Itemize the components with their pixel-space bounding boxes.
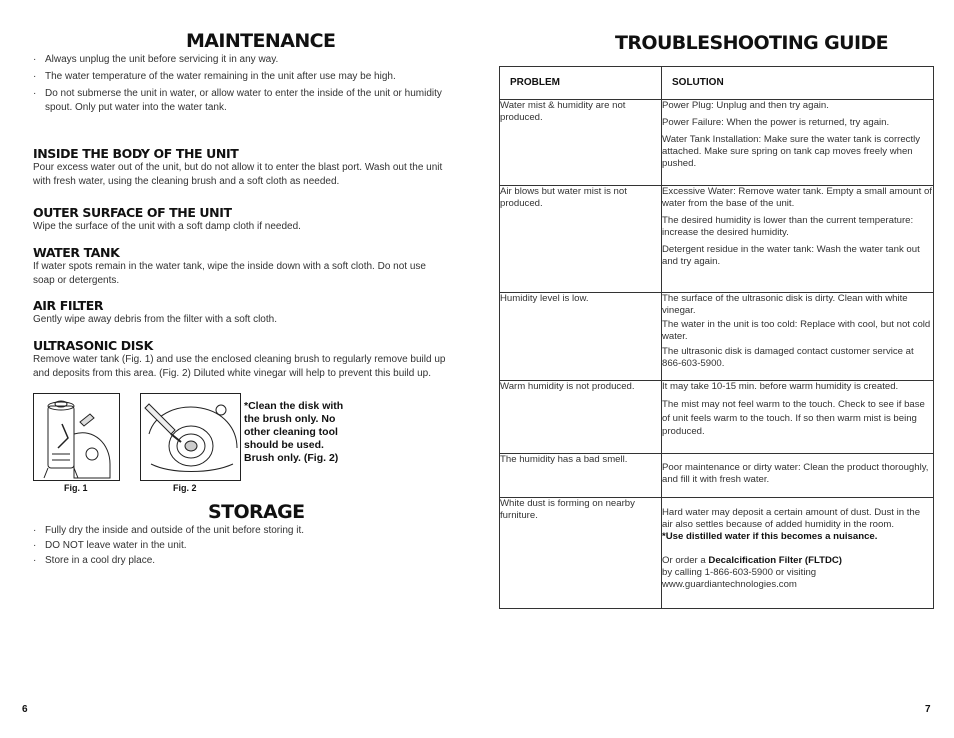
storage-title: STORAGE: [208, 501, 305, 523]
fig1-image: [33, 393, 120, 481]
solution-line: The mist may not feel warm to the touch. Check to see if base of unit feels warm to the touch. If so then warm mist is being produced.: [662, 399, 925, 437]
section-text: Pour excess water out of the unit, but do not allow it to enter the blast port. Wash out the unit with fresh water, using the cleaning brush and a soft cloth as needed.: [33, 162, 443, 187]
solution-emphasis: *Use distilled water if this becomes a nuisance.: [662, 531, 878, 542]
section-text: Remove water tank (Fig. 1) and use the enclosed cleaning brush to regularly remove build up and deposits from this area. (Fig. 2) Diluted white vinegar will help to prevent this build up.: [33, 354, 446, 379]
fig2-caption: Fig. 2: [173, 483, 197, 493]
ultrasonic-disk-brush-illustration: [141, 394, 240, 480]
table-header-row: [500, 67, 934, 100]
order-prefix: Or order a: [662, 555, 709, 566]
section-water-tank: [33, 245, 433, 288]
problem-cell: Humidity level is low.: [500, 293, 662, 381]
solution-line: The water in the unit is too cold: Replace with cool, but not cold water.: [662, 319, 931, 342]
table-row: [500, 454, 934, 498]
troubleshooting-title: TROUBLESHOOTING GUIDE: [615, 32, 889, 54]
problem-cell: The humidity has a bad smell.: [500, 454, 662, 498]
solution-cell: [662, 381, 934, 454]
list-item: · DO NOT leave water in the unit.: [33, 539, 453, 553]
filter-product-name: Decalcification Filter (FLTDC): [708, 555, 843, 566]
section-outer-surface: [33, 205, 457, 234]
table-row: [500, 100, 934, 186]
section-title: OUTER SURFACE OF THE UNIT: [33, 205, 232, 220]
order-line: [662, 555, 929, 567]
section-text: Wipe the surface of the unit with a soft damp cloth if needed.: [33, 221, 301, 232]
problem-cell: White dust is forming on nearby furniture.: [500, 498, 662, 609]
troubleshooting-table: [499, 66, 934, 609]
section-ultrasonic-disk: [33, 338, 457, 381]
storage-bullets: [33, 524, 453, 568]
section-title: ULTRASONIC DISK: [33, 338, 153, 353]
solution-line: Excessive Water: Remove water tank. Empty a small amount of water from the base of the unit.: [662, 186, 932, 209]
humidifier-tank-removal-illustration: [34, 394, 119, 480]
section-title: AIR FILTER: [33, 298, 104, 313]
order-phone-line: by calling 1-866-603-5900 or visiting: [662, 567, 817, 578]
solution-cell: [662, 454, 934, 498]
fig-note: *Clean the disk with the brush only. No other cleaning tool should be used. Brush only. (Fig. 2): [244, 400, 344, 464]
maintenance-bullets: [33, 53, 453, 115]
section-title: WATER TANK: [33, 245, 120, 260]
section-text: Gently wipe away debris from the filter with a soft cloth.: [33, 314, 277, 325]
problem-cell: Water mist & humidity are not produced.: [500, 100, 662, 186]
list-item: · The water temperature of the water remaining in the unit after use may be high.: [33, 70, 453, 84]
solution-line: Power Failure: When the power is returned, try again.: [662, 117, 890, 128]
list-item: · Fully dry the inside and outside of the unit before storing it.: [33, 524, 453, 538]
section-air-filter: [33, 298, 457, 327]
solution-line: The ultrasonic disk is damaged contact customer service at 866-603-5900.: [662, 346, 914, 369]
page-number-left: 6: [22, 704, 28, 715]
solution-cell: [662, 293, 934, 381]
list-item: · Store in a cool dry place.: [33, 554, 453, 568]
solution-line: Water Tank Installation: Make sure the water tank is correctly attached. Make sure spring on tank cap moves freely when pushed.: [662, 134, 921, 169]
solution-line: The surface of the ultrasonic disk is dirty. Clean with white vinegar.: [662, 293, 908, 316]
section-title: INSIDE THE BODY OF THE UNIT: [33, 146, 239, 161]
solution-line: It may take 10-15 min. before warm humidity is created.: [662, 381, 899, 392]
section-inside-body: [33, 146, 457, 189]
solution-cell: [662, 498, 934, 609]
order-website: www.guardiantechnologies.com: [662, 579, 797, 590]
table-row: [500, 293, 934, 381]
table-row: [500, 498, 934, 609]
solution-line: Hard water may deposit a certain amount of dust. Dust in the air also settles because of added humidity in the room.: [662, 507, 921, 530]
section-text: If water spots remain in the water tank, wipe the inside down with a soft cloth. Do not use soap or detergents.: [33, 261, 426, 286]
solution-line: The desired humidity is lower than the current temperature: increase the desired humidity.: [662, 215, 914, 238]
solution-line: Detergent residue in the water tank: Wash the water tank out and try again.: [662, 244, 920, 267]
column-header-solution: SOLUTION: [662, 67, 934, 100]
list-item: · Do not submerse the unit in water, or allow water to enter the inside of the unit or humidity spout. Only put water into the water tank.: [33, 87, 453, 115]
problem-cell: Air blows but water mist is not produced.: [500, 186, 662, 293]
problem-cell: Warm humidity is not produced.: [500, 381, 662, 454]
table-row: [500, 381, 934, 454]
solution-cell: [662, 100, 934, 186]
list-item: · Always unplug the unit before servicing it in any way.: [33, 53, 453, 67]
table-row: [500, 186, 934, 293]
solution-line: Poor maintenance or dirty water: Clean the product thoroughly, and fill it with fresh water.: [662, 462, 929, 485]
maintenance-title: MAINTENANCE: [186, 30, 336, 52]
column-header-problem: PROBLEM: [500, 67, 662, 100]
page-number-right: 7: [925, 704, 931, 715]
solution-line: Power Plug: Unplug and then try again.: [662, 100, 829, 111]
solution-cell: [662, 186, 934, 293]
fig2-image: [140, 393, 241, 481]
fig1-caption: Fig. 1: [64, 483, 88, 493]
